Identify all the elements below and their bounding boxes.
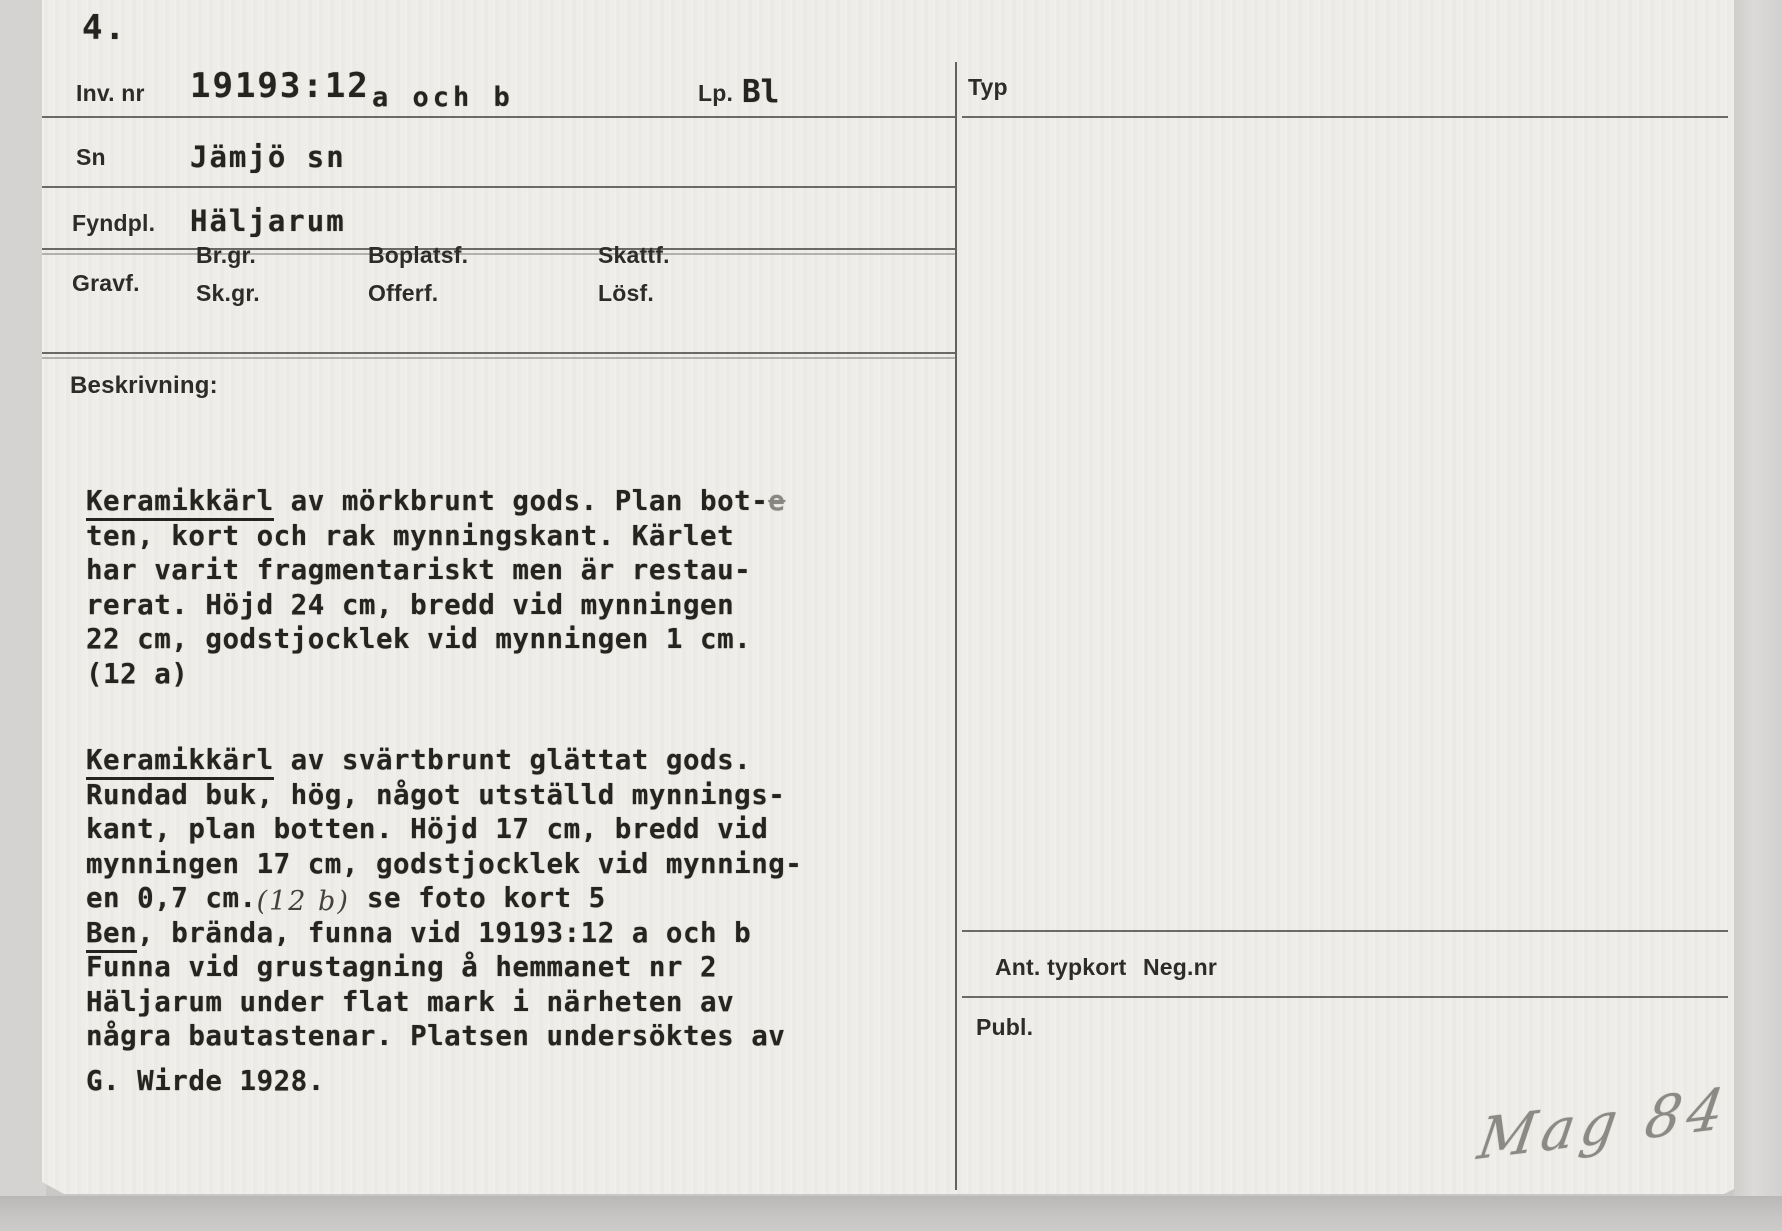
scan-background-right	[1734, 0, 1782, 1231]
rule-row4	[42, 352, 955, 354]
description-line	[86, 985, 986, 1020]
rule-row1-left	[42, 116, 955, 118]
sn-value: Jämjö sn	[190, 140, 346, 174]
lp-label: Lp.	[698, 80, 734, 106]
description-segment: en 0,7 cm.	[86, 882, 257, 914]
description-segment: kant, plan botten. Höjd 17 cm, bredd vid	[86, 813, 769, 845]
description-segment: G. Wirde 1928.	[86, 1064, 325, 1097]
ant-typkort-label: Ant. typkort	[995, 954, 1127, 980]
description-segment: av mörkbrunt gods. Plan bot-	[273, 485, 769, 517]
handwritten-inline-note: (12 b)	[256, 886, 350, 917]
description-line	[86, 812, 986, 847]
description-segment: 22 cm, godstjocklek vid mynningen 1 cm.	[86, 623, 752, 655]
beskrivning-label: Beskrivning:	[70, 372, 218, 399]
description-line	[86, 484, 986, 519]
sn-label: Sn	[76, 144, 106, 170]
description-line	[86, 622, 986, 657]
description-segment: e	[768, 485, 786, 517]
description-line	[86, 588, 986, 623]
description-segment: rerat. Höjd 24 cm, bredd vid mynningen	[86, 588, 735, 621]
inv-nr-value-suffix: a och b	[372, 82, 514, 113]
scan-background-bottom	[0, 1196, 1782, 1231]
offerf-label: Offerf.	[368, 280, 439, 306]
description-line	[86, 881, 986, 916]
description-line	[86, 778, 986, 813]
description-line	[86, 847, 986, 882]
fyndpl-value: Häljarum	[190, 204, 346, 238]
description-line	[86, 553, 986, 588]
description-segment: , brända, funna vid 19193:12 a och b	[137, 916, 752, 949]
description-segment: har varit fragmentariskt men är restau-	[86, 554, 752, 586]
rule-row3	[42, 248, 955, 250]
inv-nr-label: Inv. nr	[76, 80, 145, 106]
rule-row1-right	[962, 116, 1728, 118]
description-segment: Ben	[86, 917, 137, 953]
description-segment: av svärtbrunt glättat gods.	[273, 744, 752, 776]
description-segment: några bautastenar. Platsen undersöktes av	[86, 1020, 786, 1052]
inv-nr-value-main: 19193:12	[190, 66, 370, 106]
br-gr-label: Br.gr.	[196, 242, 257, 268]
rule-row2	[42, 186, 955, 188]
skattf-label: Skattf.	[598, 242, 670, 268]
description-line	[86, 950, 986, 985]
description-line	[86, 1019, 986, 1054]
description-line	[86, 691, 986, 743]
sk-gr-label: Sk.gr.	[196, 280, 260, 306]
boplatsf-label: Boplatsf.	[368, 242, 469, 268]
description-segment: Funna vid grustagning å hemmanet nr 2	[86, 951, 718, 983]
losf-label: Lösf.	[598, 280, 654, 306]
description-segment: mynningen 17 cm, godstjocklek vid mynning-	[86, 847, 803, 880]
page-number: 4.	[82, 8, 127, 48]
description-segment: (12 a)	[86, 657, 189, 690]
description-line	[86, 743, 986, 778]
publ-label: Publ.	[976, 1014, 1034, 1040]
description-line	[86, 916, 986, 951]
description-segment: Rundad buk, hög, något utställd mynnings-	[86, 778, 786, 811]
description-segment: ten, kort och rak mynningskant. Kärlet	[86, 519, 735, 552]
description-line	[86, 1064, 986, 1099]
neg-nr-label: Neg.nr	[1143, 954, 1218, 980]
description-line	[86, 519, 986, 554]
description-line	[86, 657, 986, 692]
lp-value: Bl	[742, 74, 780, 110]
column-divider	[955, 62, 957, 1190]
rule-ant-typkort-bottom	[962, 996, 1728, 998]
scan-background-left	[0, 0, 46, 1231]
handwritten-magazine-note: Mag 84	[1473, 1075, 1734, 1174]
gravf-label: Gravf.	[72, 270, 140, 296]
description-segment: Häljarum under flat mark i närheten av	[86, 985, 735, 1018]
description-segment: Keramikkärl	[86, 744, 274, 780]
rule-ant-typkort-top	[962, 930, 1728, 932]
fyndpl-label: Fyndpl.	[72, 210, 156, 236]
description-body	[86, 484, 986, 1098]
description-segment: Keramikkärl	[86, 485, 274, 521]
description-segment: se foto kort 5	[349, 882, 606, 914]
typ-label: Typ	[968, 74, 1008, 100]
